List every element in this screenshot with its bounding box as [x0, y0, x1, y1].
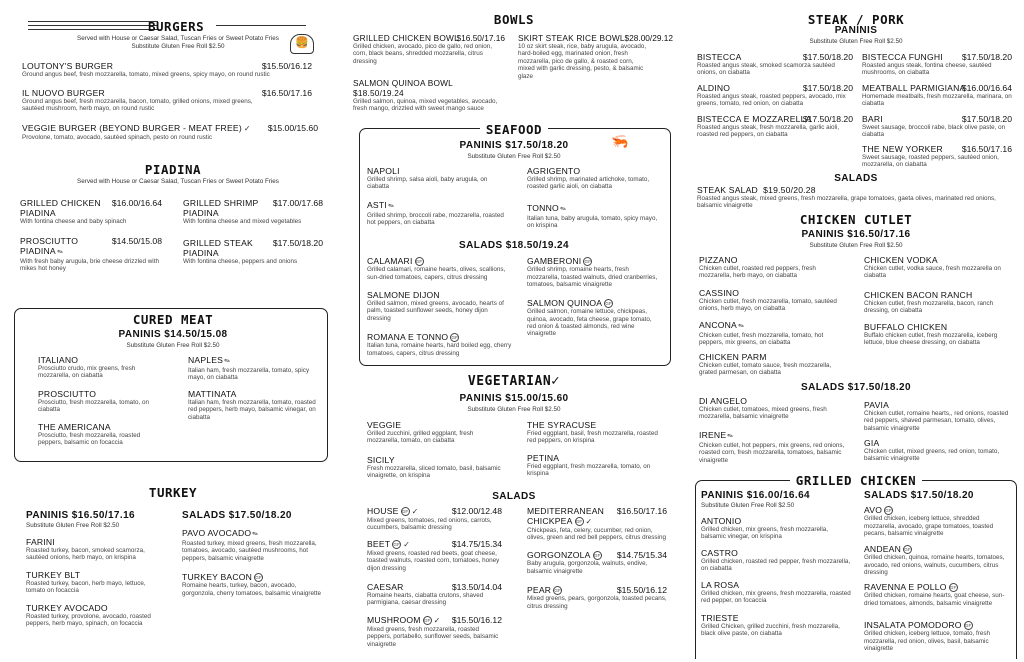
item-description: Ground angus beef, fresh mozzarella, tomato, mixed greens, spicy mayo, on round rustic	[22, 71, 270, 78]
item-description: Chicken cutlet, vodka sauce, fresh mozzarella on ciabatta	[864, 265, 1001, 280]
item-description: With fresh baby arugula, brie cheese drizzled with mikes hot honey	[20, 258, 159, 273]
gluten-free-icon: GF	[605, 301, 613, 307]
gluten-free-icon: GF	[554, 588, 562, 594]
item-description: Grilled shrimp, salsa aioli, baby arugula, on ciabatta	[367, 176, 488, 191]
menu-item-avo[interactable]	[864, 505, 1012, 537]
menu-item-bari[interactable]	[862, 114, 1012, 139]
menu-item-napoli[interactable]	[367, 166, 507, 191]
seafood-subtitle: Substitute Gluten Free Roll $2.50	[467, 153, 561, 160]
menu-item-bistecca-funghi[interactable]	[862, 52, 1012, 77]
item-name: BEET	[367, 539, 391, 549]
item-description: Grilled shrimp, marinated artichoke, tomato, roasted garlic aioli, on ciabatta	[527, 176, 650, 191]
menu-item-calamari[interactable]	[367, 256, 512, 281]
item-name: CHICKEN VODKA	[864, 255, 938, 265]
item-description: Grilled zucchini, grilled eggplant, fresh mozzarella, tomato, on ciabatta	[367, 430, 474, 445]
menu-item-turkey-blt[interactable]	[26, 570, 151, 595]
spicy-pepper-icon: ✎	[726, 432, 736, 442]
item-description: Chicken cutlet, tomato sauce, fresh mozzarella, grated parmesan, on ciabatta	[699, 362, 832, 377]
shrimp-icon: 🦐	[611, 133, 629, 149]
gluten-free-icon: GF	[964, 623, 972, 629]
item-description: Grilled chicken, iceberg lettuce, shredded mozzarella, avocado, grape tomatoes, toasted pecans, balsamic vinaigrette	[864, 515, 994, 538]
item-price: $18.50/19.24	[353, 88, 404, 98]
item-name: ASTI	[367, 200, 387, 210]
item-description: Buffalo chicken cutlet, fresh mozzarella, iceberg lettuce, blue cheese dressing, on ciabatta	[864, 332, 998, 347]
item-description: Roasted angus steak, fontina cheese, sautéed mushrooms, on ciabatta	[862, 62, 992, 77]
spicy-pepper-icon: ✎	[56, 248, 65, 258]
item-name: CASSINO	[699, 288, 740, 298]
chicken-cutlet-title: CHICKEN CUTLET	[799, 212, 913, 227]
cutlet-subtitle: Substitute Gluten Free Roll $2.50	[809, 242, 903, 249]
menu-item-chicken-bacon-ranch[interactable]	[864, 290, 1014, 315]
grilled-salads-price: SALADS $17.50/18.20	[864, 490, 974, 501]
item-description: Mixed greens, tomatoes, red onions, carrots, cucumbers, balsamic dressing	[367, 517, 492, 532]
item-description: Italian tuna, baby arugula, tomato, spicy mayo, on krispina	[527, 215, 658, 230]
item-price: $16.50/17.16	[616, 506, 667, 516]
gluten-free-icon: GF	[904, 547, 911, 553]
menu-item-naples[interactable]	[188, 355, 313, 382]
item-price: $14.75/15.34	[451, 539, 502, 549]
item-name: TRIESTE	[701, 613, 739, 623]
item-price: $16.00/16.64	[961, 83, 1012, 93]
menu-item-trieste[interactable]	[701, 613, 851, 638]
vegetarian-leaf-icon: ✓	[433, 616, 441, 625]
item-description: Prosciutto crudo, mix greens, fresh mozzarella, on ciabatta	[38, 365, 136, 380]
menu-item-agrigento[interactable]	[527, 166, 662, 191]
menu-item-andean[interactable]	[864, 544, 1012, 576]
item-name: GIA	[864, 438, 880, 448]
cured-meat-subtitle: Substitute Gluten Free Roll $2.50	[126, 342, 220, 349]
menu-item-mushroom-salad[interactable]	[367, 615, 502, 648]
item-description: Fried eggplant, fresh mozzarella, tomato, on krispina	[527, 463, 651, 478]
item-description: Chickpeas, feta, celery, cucumber, red onion, olives, green and red bell peppers, citrus dressing	[527, 527, 666, 542]
vegetarian-leaf-icon: ✓	[585, 517, 593, 526]
seafood-salads-price: SALADS $18.50/19.24	[459, 240, 569, 251]
menu-item-pavo-avocado[interactable]	[182, 528, 327, 562]
item-description: Italian tuna, romaine hearts, hard boiled egg, cherry tomatoes, capers, citrus dressing	[367, 342, 512, 357]
gluten-free-icon: GF	[575, 519, 583, 525]
steak-panini-label: PANINIS	[834, 25, 878, 36]
gluten-free-icon: GF	[415, 259, 423, 265]
menu-item-loutonys-burger[interactable]	[22, 61, 312, 78]
spicy-pepper-icon: ✎	[223, 357, 233, 367]
item-price: $12.00/12.48	[451, 506, 502, 516]
cured-meat-panini-price: PANINIS $14.50/15.08	[118, 329, 228, 340]
menu-item-chicken-parm[interactable]	[699, 352, 849, 377]
item-description: With fontina cheese, peppers and onions	[183, 258, 298, 265]
item-name: PAVO AVOCADO	[182, 528, 252, 538]
menu-item-insalata-pomodoro[interactable]	[864, 620, 1012, 652]
spicy-pepper-icon: ✎	[737, 322, 747, 332]
vegetarian-title: VEGETARIAN✓	[467, 373, 561, 389]
item-price: $14.50/15.08	[111, 236, 162, 246]
menu-item-salmon-quinoa-bowl[interactable]	[353, 78, 503, 113]
gluten-free-icon: GF	[423, 618, 431, 624]
menu-item-turkey-bacon[interactable]	[182, 572, 327, 597]
menu-item-pear-salad[interactable]	[527, 585, 667, 610]
item-price: $14.75/15.34	[616, 550, 667, 560]
item-description: Romaine hearts, turkey, bacon, avocado, gorgonzola, cherry tomatoes, balsamic vinaigrette	[182, 582, 321, 597]
item-name: BARI	[862, 114, 883, 124]
item-name: SALMON QUINOA	[527, 298, 603, 308]
menu-item-gamberoni[interactable]	[527, 256, 662, 288]
item-name: LA ROSA	[701, 580, 740, 590]
item-name: GORGONZOLA	[527, 550, 591, 560]
menu-item-beet-salad[interactable]	[367, 539, 502, 572]
item-description: With fontina cheese and mixed vegetables	[183, 218, 302, 225]
menu-item-buffalo-chicken[interactable]	[864, 322, 1014, 347]
item-name: SALMONE DIJON	[367, 290, 440, 300]
item-description: Chicken cutlet, romaine hearts,, red onions, roasted red peppers, shaved parmesan, tomato, olives, balsamic vinaigrette	[864, 410, 1009, 432]
item-name: MEATBALL PARMIGIANA	[862, 83, 966, 93]
gluten-free-icon: GF	[885, 508, 892, 514]
item-description: Ground angus beef, fresh mozzarella, bacon, tomato, grilled onions, mixed greens, sautéed mushroom, herb mayo, on round rustic	[22, 98, 253, 113]
item-name: NAPOLI	[367, 166, 400, 176]
menu-item-bistecca[interactable]	[697, 52, 853, 77]
turkey-salads-price: SALADS $17.50/18.20	[182, 510, 292, 521]
item-name: PEAR	[527, 585, 552, 595]
item-description: Grilled calamari, romaine hearts, olives, scallions, sun-dried tomatoes, capers, citrus dressing	[367, 266, 506, 281]
item-description: Grilled salmon, mixed greens, avocado, hearts of palm, toasted sunflower seeds, honey dijon dressing	[367, 300, 504, 322]
item-description: Italian ham, fresh mozzarella, tomato, spicy mayo, on ciabatta	[188, 367, 310, 382]
item-name: THE AMERICANA	[38, 422, 111, 432]
item-name: FARINI	[26, 537, 55, 547]
burger-icon: 🍔	[290, 34, 314, 54]
item-name: STEAK SALAD	[697, 185, 758, 195]
menu-item-house-salad[interactable]	[367, 506, 502, 532]
item-description: Provolone, tomato, avocado, sautéed spinach, pesto on round rustic	[22, 134, 213, 141]
burgers-rule	[28, 25, 158, 26]
burgers-rule	[28, 21, 158, 22]
steak-subtitle: Substitute Gluten Free Roll $2.50	[809, 38, 903, 45]
menu-item-turkey-avocado[interactable]	[26, 603, 151, 628]
cutlet-salads-price: SALADS $17.50/18.20	[801, 382, 911, 393]
menu-item-meatball-parmigiana[interactable]	[862, 83, 1012, 108]
item-price: $17.50/18.20	[802, 52, 853, 62]
item-price: $17.50/18.20	[272, 238, 323, 248]
item-name: PROSCIUTTO	[38, 389, 97, 399]
item-name: TURKEY BACON	[182, 572, 253, 582]
menu-item-irene[interactable]	[699, 430, 854, 464]
spicy-pepper-icon: ✎	[251, 530, 261, 540]
grilled-panini-price: PANINIS $16.00/16.64	[701, 490, 810, 501]
seafood-panini-price: PANINIS $17.50/18.20	[459, 140, 569, 151]
steak-pork-title: STEAK / PORK	[807, 12, 905, 27]
item-description: Roasted angus steak, roasted peppers, avocado, mix greens, tomato, red onion, on ciabatta	[697, 93, 846, 108]
item-description: Fried eggplant, basil, fresh mozzarella, roasted red peppers, on krispina	[527, 430, 658, 445]
spicy-pepper-icon: ✎	[559, 205, 569, 215]
burgers-subtitle: Served with House or Caesar Salad, Tuscan Fries or Sweet Potato Fries Substitute Gluten Free Roll $2.50	[77, 35, 279, 50]
burgers-rule	[216, 25, 306, 26]
vegetarian-leaf-icon: ✓	[411, 507, 419, 516]
menu-item-ancona[interactable]	[699, 320, 849, 347]
item-name: GRILLED STEAK PIADINA	[183, 238, 253, 258]
item-name: ALDINO	[697, 83, 731, 93]
menu-item-the-syracuse[interactable]	[527, 420, 667, 445]
item-description: Grilled chicken, mix greens, fresh mozzarella, balsamic vinegar, on krispina	[701, 526, 829, 541]
menu-item-salmon-quinoa[interactable]	[527, 298, 662, 338]
menu-item-the-americana[interactable]	[38, 422, 163, 447]
piadina-subtitle: Served with House or Caesar Salad, Tuscan Fries or Sweet Potato Fries	[77, 178, 279, 185]
gluten-free-icon: GF	[393, 542, 401, 548]
menu-item-steak-salad[interactable]	[697, 185, 1002, 210]
item-description: Grilled salmon, quinoa, mixed vegetables, avocado, fresh mango, drizzled with sweet mango sauce	[353, 98, 498, 113]
item-name: SICILY	[367, 455, 395, 465]
grilled-subtitle: Substitute Gluten Free Roll $2.50	[701, 502, 795, 509]
item-price: $15.50/16.12	[451, 615, 502, 625]
item-description: Grilled chicken, quinoa, romaine hearts, tomatoes, avocado, red onions, walnuts, cucumbers, citrus dressing	[864, 554, 1005, 577]
item-price: $16.50/17.16	[456, 33, 505, 43]
menu-item-il-nuovo-burger[interactable]	[22, 88, 312, 113]
item-description: Roasted turkey, provolone, avocado, roasted peppers, herb mayo, spinach, on focaccia	[26, 613, 151, 628]
vegetarian-leaf-icon: ✓	[403, 540, 411, 549]
menu-item-grilled-chicken-bowl[interactable]	[353, 33, 505, 65]
item-name: THE NEW YORKER	[862, 144, 943, 154]
item-description: Fresh mozzarella, sliced tomato, basil, balsamic vinaigrette, on krispina	[367, 465, 501, 480]
menu-item-la-rosa[interactable]	[701, 580, 851, 605]
salads-title: SALADS	[492, 491, 536, 502]
item-price: $17.50/18.20	[802, 83, 853, 93]
item-name: TURKEY BLT	[26, 570, 81, 580]
item-price: $17.50/18.20	[961, 114, 1012, 124]
cured-meat-title: CURED MEAT	[132, 312, 214, 327]
menu-item-chicken-vodka[interactable]	[864, 255, 1014, 280]
vegetarian-leaf-icon: ✓	[243, 124, 251, 133]
item-description: Chicken cutlet, fresh mozzarella, bacon, ranch dressing, on ciabatta	[864, 300, 994, 315]
item-description: Mixed greens, roasted red beets, goat cheese, toasted walnuts, roasted corn, tomatoes, honey dijon dressing	[367, 550, 500, 572]
menu-item-aldino[interactable]	[697, 83, 853, 108]
item-description: Sweet sausage, roasted peppers, sautéed onion, mozzarella, on ciabatta	[862, 154, 999, 169]
menu-item-cassino[interactable]	[699, 288, 849, 313]
menu-item-sicily[interactable]	[367, 455, 507, 480]
leaf-icon: ✓	[551, 373, 561, 389]
menu-item-mattinata[interactable]	[188, 389, 323, 421]
item-description: 10 oz skirt steak, rice, baby arugula, avocado, hard-boiled egg, marinated onion, fresh mozzarella, pico de gallo, & roasted corn, mixed with garlic dressing, pesto, & balsamic glaze	[518, 43, 647, 80]
item-name: CAESAR	[367, 582, 404, 592]
item-description: Chicken cutlet, mixed greens, red onion, tomato, balsamic vinaigrette	[864, 448, 1000, 463]
gluten-free-icon: GF	[451, 335, 459, 341]
item-name: PAVIA	[864, 400, 890, 410]
menu-item-romana-e-tonno[interactable]	[367, 332, 512, 357]
item-name: LOUTONY'S BURGER	[22, 61, 114, 71]
item-name: ITALIANO	[38, 355, 79, 365]
menu-item-caesar-salad[interactable]	[367, 582, 502, 607]
piadina-title: PIADINA	[144, 162, 202, 177]
menu-item-petina[interactable]	[527, 453, 667, 478]
gluten-free-icon: GF	[401, 509, 409, 515]
item-description: Sweet sausage, broccoli rabe, black olive paste, on ciabatta	[862, 124, 1006, 139]
menu-item-the-new-yorker[interactable]	[862, 144, 1012, 169]
menu-item-castro[interactable]	[701, 548, 851, 573]
item-price: $15.00/15.60	[267, 123, 318, 133]
item-description: Homemade meatballs, fresh mozzarella, marinara, on ciabatta	[862, 93, 1012, 108]
item-description: Mixed greens, pears, gorgonzola, toasted pecans, citrus dressing	[527, 595, 667, 610]
item-description: With fontina cheese and baby spinach	[20, 218, 127, 225]
item-name: VEGGIE BURGER (BEYOND BURGER - MEAT FREE)	[22, 123, 242, 133]
grilled-chicken-title: GRILLED CHICKEN	[697, 473, 1015, 488]
item-name: BISTECCA	[697, 52, 742, 62]
item-price: $17.50/18.20	[961, 52, 1012, 62]
item-description: Prosciutto, fresh mozzarella, roasted peppers, balsamic on focaccia	[38, 432, 141, 447]
item-name: MEDITERRANEAN CHICKPEA	[527, 506, 605, 526]
item-description: Roasted angus steak, mixed greens, fresh mozzarella, grape tomatoes, gaeta olives, marinated red onions, balsamic vinaigrette	[697, 195, 996, 210]
menu-item-gia[interactable]	[864, 438, 1014, 463]
item-description: Italian ham, fresh mozzarella, tomato, roasted red peppers, herb mayo, balsamic vinegar, on ciabatta	[188, 399, 316, 421]
item-name: GAMBERONI	[527, 256, 582, 266]
cutlet-panini-price: PANINIS $16.50/17.16	[801, 229, 911, 240]
menu-item-tonno[interactable]	[527, 203, 662, 230]
seafood-title: SEAFOOD	[353, 122, 675, 137]
item-price: $16.50/17.16	[261, 88, 312, 98]
item-name: CHICKEN BACON RANCH	[864, 290, 973, 300]
turkey-subtitle: Substitute Gluten Free Roll $2.50	[26, 522, 120, 529]
item-name: HOUSE	[367, 506, 399, 516]
menu-item-grilled-shrimp-piadina[interactable]	[183, 198, 323, 225]
menu-item-salmone-dijon[interactable]	[367, 290, 507, 322]
item-description: Grilled shrimp, romaine hearts, fresh mozzarella, toasted walnuts, dried cranberries, tomatoes, balsamic vinaigrette	[527, 266, 658, 289]
item-name: IL NUOVO BURGER	[22, 88, 105, 98]
item-description: Roasted angus steak, fresh mozzarella, garlic aioli, roasted red peppers, on ciabatta	[697, 124, 840, 139]
item-name: BISTECCA E MOZZARELLA	[697, 114, 812, 124]
turkey-panini-price: PANINIS $16.50/17.16	[26, 510, 135, 521]
item-name: ANDEAN	[864, 544, 902, 554]
turkey-title: TURKEY	[148, 485, 198, 500]
item-name: CASTRO	[701, 548, 739, 558]
item-description: Chicken cutlet, roasted red peppers, fresh mozzarella, herb mayo, on ciabatta	[699, 265, 816, 280]
item-name: DI ANGELO	[699, 396, 748, 406]
item-description: Grilled shrimp, broccoli rabe, mozzarella, roasted hot peppers, on ciabatta	[367, 212, 504, 227]
vegetarian-panini-price: PANINIS $15.00/15.60	[459, 393, 569, 404]
menu-item-veggie-burger[interactable]	[22, 123, 318, 141]
item-description: Mixed greens, fresh mozzarella, roasted peppers, portabello, sunflower seeds, balsamic vinaigrette	[367, 626, 499, 648]
menu-item-grilled-steak-piadina[interactable]	[183, 238, 323, 265]
item-name: CHICKEN PARM	[699, 352, 767, 362]
item-description: Chicken cutlet, fresh mozzarella, tomato, sautéed onions, herb mayo, on ciabatta	[699, 298, 837, 313]
menu-item-di-angelo[interactable]	[699, 396, 849, 421]
item-description: Grilled chicken, iceberg lettuce, tomato, fresh mozzarella, red onion, olives, basil, balsamic vinaigrette	[864, 630, 990, 653]
burgers-rule	[28, 29, 158, 30]
item-description: Chicken cutlet, tomatoes, mixed greens, fresh mozzarella, balsamic vinaigrette	[699, 406, 827, 421]
item-description: Grilled chicken, avocado, pico de gallo, red onion, corn, black beans, shredded mozzarella, citrus dressing	[353, 43, 492, 65]
item-name: GRILLED CHICKEN PIADINA	[20, 198, 101, 218]
item-name: GRILLED SHRIMP PIADINA	[183, 198, 259, 218]
menu-item-asti[interactable]	[367, 200, 507, 227]
gluten-free-icon: GF	[255, 575, 262, 581]
item-name: GRILLED CHICKEN BOWL	[353, 33, 459, 43]
menu-item-mediterranean-chickpea[interactable]	[527, 506, 667, 542]
item-description: Roasted turkey, bacon, smoked scamorza, sautéed onions, herb mayo, on krispina	[26, 547, 145, 562]
item-name: ANTONIO	[701, 516, 742, 526]
item-description: Chicken cutlet, hot peppers, mix greens, red onions, roasted corn, fresh mozzarella, tomatoes, balsamic vinaigrette	[699, 442, 845, 464]
item-description: Roasted turkey, mixed greens, fresh mozzarella, tomatoes, avocado, sautéed mushrooms, hot peppers, balsamic vinaigrette	[182, 540, 317, 562]
item-name: MATTINATA	[188, 389, 237, 399]
item-description: Romaine hearts, ciabatta crutons, shaved parmigiana, caesar dressing	[367, 592, 484, 607]
gluten-free-icon: GF	[593, 553, 601, 559]
item-price: $15.50/16.12	[616, 585, 667, 595]
item-name: PROSCIUTTO PIADINA	[20, 236, 79, 256]
item-description: Grilled salmon, romaine lettuce, chickpeas, quinoa, avocado, feta cheese, grape tomato, red onion & toasted almonds, red wine vinaigrette	[527, 308, 652, 338]
item-name: TONNO	[527, 203, 559, 213]
item-name: AGRIGENTO	[527, 166, 581, 176]
menu-item-ravenna-e-pollo[interactable]	[864, 582, 1012, 607]
item-price: $15.50/16.12	[261, 61, 312, 71]
item-name: TURKEY AVOCADO	[26, 603, 108, 613]
menu-item-bistecca-e-mozzarella[interactable]	[697, 114, 853, 139]
vegetarian-subtitle: Substitute Gluten Free Roll $2.50	[467, 406, 561, 413]
item-name: ANCONA	[699, 320, 737, 330]
item-name: VEGGIE	[367, 420, 402, 430]
steak-salads-label: SALADS	[834, 173, 878, 184]
gluten-free-icon: GF	[584, 259, 592, 265]
item-description: Baby arugula, gorgonzola, walnuts, endive, balsamic vinaigrette	[527, 560, 648, 575]
item-price: $28.00/29.12	[624, 33, 673, 43]
bowls-title: BOWLS	[493, 12, 535, 27]
item-name: BISTECCA FUNGHI	[862, 52, 943, 62]
item-price: $13.50/14.04	[451, 582, 502, 592]
item-name: MUSHROOM	[367, 615, 421, 625]
menu-item-pizzano[interactable]	[699, 255, 849, 280]
item-description: Grilled chicken, romaine hearts, goat cheese, sun-dried tomatoes, almonds, balsamic vinaigrette	[864, 592, 1005, 607]
item-name: INSALATA POMODORO	[864, 620, 962, 630]
item-description: Prosciutto, fresh mozzarella, tomato, on ciabatta	[38, 399, 149, 414]
menu-item-farini[interactable]	[26, 537, 151, 562]
item-description: Grilled Chicken, grilled zucchini, fresh mozzarella, black olive paste, on ciabatta	[701, 623, 840, 638]
item-name: RAVENNA E POLLO	[864, 582, 947, 592]
item-name: ROMANA E TONNO	[367, 332, 449, 342]
menu-item-pavia[interactable]	[864, 400, 1014, 432]
spicy-pepper-icon: ✎	[387, 202, 397, 212]
item-description: Roasted turkey, bacon, herb mayo, lettuce, tomato on focaccia	[26, 580, 146, 595]
item-price: $16.50/17.16	[961, 144, 1012, 154]
gluten-free-icon: GF	[949, 585, 957, 591]
menu-item-italiano[interactable]	[38, 355, 163, 380]
item-description: Chicken cutlet, fresh mozzarella, tomato, hot peppers, mix greens, on ciabatta	[699, 332, 824, 347]
item-name: AVO	[864, 505, 883, 515]
menu-item-gorgonzola-salad[interactable]	[527, 550, 667, 575]
menu-item-prosciutto-piadina[interactable]	[20, 236, 162, 273]
item-name: SKIRT STEAK RICE BOWL	[518, 33, 625, 43]
item-name: PIZZANO	[699, 255, 738, 265]
menu-item-grilled-chicken-piadina[interactable]	[20, 198, 162, 225]
item-description: Grilled chicken, mix greens, fresh mozzarella, roasted red pepper, on focaccia	[701, 590, 851, 605]
item-name: PETINA	[527, 453, 560, 463]
item-description: Grilled chicken, roasted red pepper, fresh mozzarella, on ciabatta	[701, 558, 851, 573]
item-price: $16.00/16.64	[111, 198, 162, 208]
item-price: $19.50/20.28	[763, 185, 816, 195]
item-name: IRENE	[699, 430, 727, 440]
item-price: $17.50/18.20	[802, 114, 853, 124]
menu-item-antonio[interactable]	[701, 516, 851, 541]
item-name: CALAMARI	[367, 256, 413, 266]
item-name: BUFFALO CHICKEN	[864, 322, 948, 332]
item-name: NAPLES	[188, 355, 224, 365]
menu-item-skirt-steak-rice-bowl[interactable]	[518, 33, 673, 80]
item-price: $17.00/17.68	[272, 198, 323, 208]
burgers-title: BURGERS	[148, 19, 205, 34]
item-name: SALMON QUINOA BOWL	[353, 78, 453, 88]
menu-item-prosciutto[interactable]	[38, 389, 163, 414]
item-name: THE SYRACUSE	[527, 420, 597, 430]
item-description: Roasted angus steak, smoked scamorza sautéed onions, on ciabatta	[697, 62, 835, 77]
menu-item-veggie[interactable]	[367, 420, 507, 445]
